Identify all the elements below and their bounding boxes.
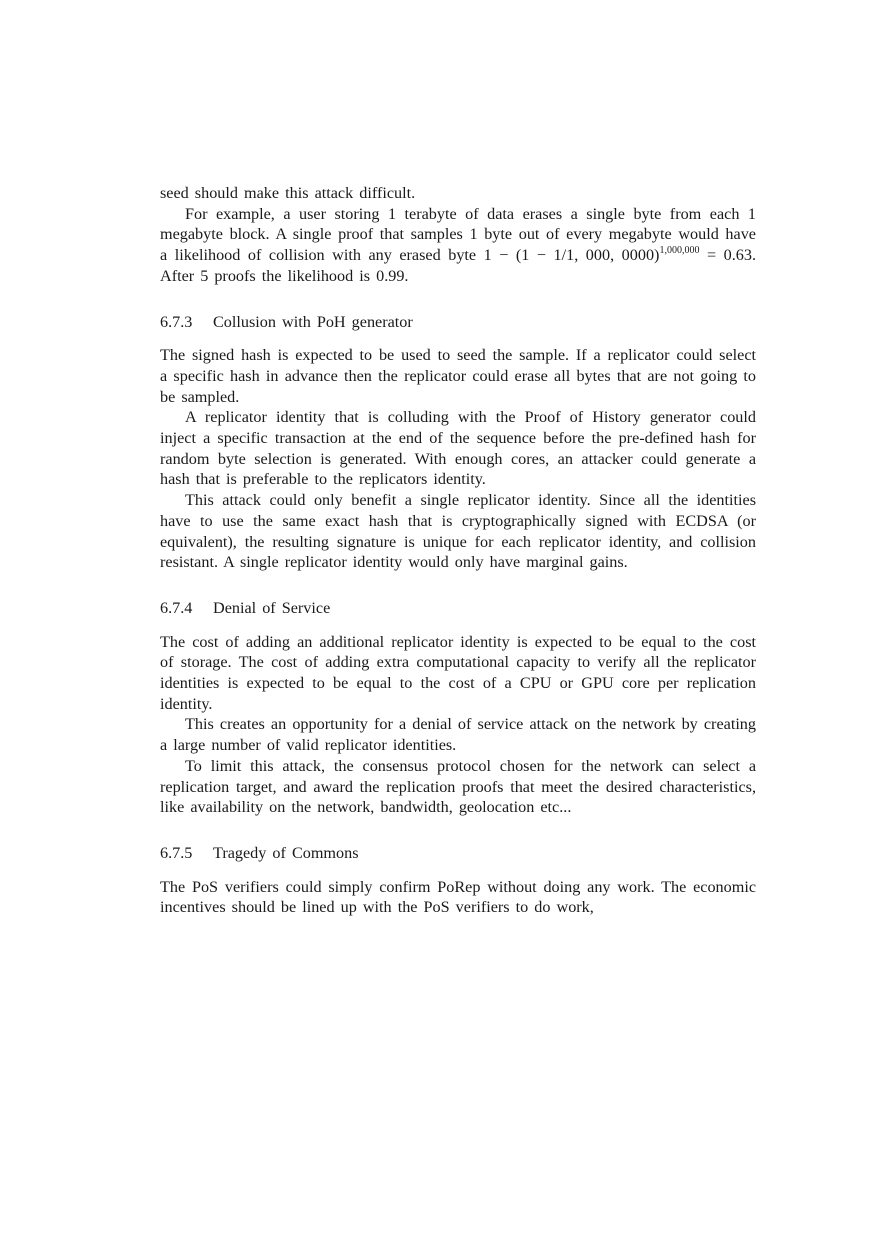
section-heading-collusion bbox=[160, 312, 756, 333]
section-title: Tragedy of Commons bbox=[213, 843, 359, 862]
section-number: 6.7.3 bbox=[160, 312, 193, 331]
paragraph: This creates an opportunity for a denial of service attack on the network by creating a large number of valid replicator identities. bbox=[160, 715, 756, 755]
paragraph: To limit this attack, the consensus protocol chosen for the network can select a replication target, and award the replication proofs that meet the desired characteristics, like availability on the network, bandwidth, geolocation etc... bbox=[160, 756, 756, 817]
paragraph: The PoS verifiers could simply confirm PoRep without doing any work. The economic incentives should be lined up with the PoS verifiers to do work, bbox=[160, 877, 756, 917]
example-conclusion: After 5 proofs the likelihood is 0.99. bbox=[160, 266, 409, 285]
formula-result: = 0.63. bbox=[706, 246, 756, 265]
section-title: Denial of Service bbox=[213, 598, 331, 617]
example-text: For example, a user storing 1 terabyte of data erases a single byte from each 1 megabyte block. A single proof that samples 1 byte out of every megabyte would have a likelihood of collision with any erased byte bbox=[160, 204, 756, 265]
collision-formula bbox=[484, 246, 756, 264]
paragraph: This attack could only benefit a single replicator identity. Since all the identities have to use the same exact hash that is cryptographically signed with ECDSA (or equivalent), the resulting signature is unique for each replicator identity, and collision resistant. A single replicator identity would only have marginal gains. bbox=[160, 491, 756, 572]
document-page bbox=[160, 183, 756, 918]
paragraph: A replicator identity that is colluding with the Proof of History generator could inject a specific transaction at the end of the sequence before the pre-defined hash for random byte selection is generated. With enough cores, an attacker could generate a hash that is preferable to the replicators identity. bbox=[160, 408, 756, 489]
paragraph-example bbox=[160, 204, 756, 287]
formula-base: 1 − (1 − 1/1, 000, 0000) bbox=[483, 246, 660, 265]
section-number: 6.7.5 bbox=[160, 843, 193, 862]
formula-exponent: 1,000,000 bbox=[659, 245, 700, 257]
paragraph-opening: seed should make this attack difficult. bbox=[160, 184, 416, 202]
section-title: Collusion with PoH generator bbox=[213, 312, 413, 331]
paragraph: The cost of adding an additional replicator identity is expected to be equal to the cost of storage. The cost of adding extra computational capacity to verify all the replicator identities is expected to be equal to the cost of a CPU or GPU core per replication identity. bbox=[160, 632, 756, 713]
section-heading-denial-of-service bbox=[160, 598, 756, 619]
paragraph: The signed hash is expected to be used to seed the sample. If a replicator could select a specific hash in advance then the replicator could erase all bytes that are not going to be sampled. bbox=[160, 346, 756, 406]
section-heading-tragedy-of-commons bbox=[160, 843, 756, 864]
section-number: 6.7.4 bbox=[160, 598, 193, 617]
